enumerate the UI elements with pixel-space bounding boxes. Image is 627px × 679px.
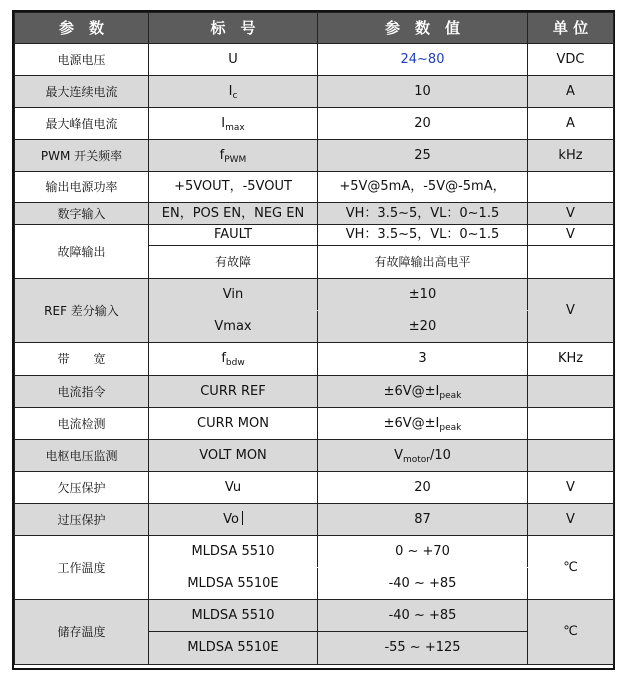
- symbol-cell: MLDSA 5510: [149, 536, 318, 568]
- header-value: 参 数 值: [318, 13, 528, 44]
- value-main: ±6V@±I: [383, 383, 440, 399]
- value-cell: 20: [318, 108, 528, 140]
- param-cell: 过压保护: [15, 504, 149, 536]
- table-row: [15, 536, 614, 568]
- header-param: 参 数: [15, 13, 149, 44]
- symbol-cell: [149, 504, 318, 536]
- symbol-sub: max: [225, 122, 245, 133]
- unit-cell: [528, 172, 614, 203]
- unit-cell: A: [528, 76, 614, 108]
- param-cell: 故障输出: [15, 225, 149, 279]
- header-row: [15, 13, 614, 44]
- table-row: [15, 343, 614, 376]
- value-cell: +5V@5mA，-5V@-5mA，: [318, 172, 528, 203]
- value-cell: 87: [318, 504, 528, 536]
- value-cell: [318, 408, 528, 440]
- unit-cell: [528, 440, 614, 472]
- unit-cell: kHz: [528, 140, 614, 172]
- value-sub: motor: [402, 454, 430, 465]
- table-row: [15, 172, 614, 203]
- value-cell: 25: [318, 140, 528, 172]
- value-cell: 0 ~ +70: [318, 536, 528, 568]
- param-cell: 带 宽: [15, 343, 149, 376]
- param-cell: 输出电源功率: [15, 172, 149, 203]
- unit-cell: A: [528, 108, 614, 140]
- param-cell: REF 差分输入: [15, 279, 149, 343]
- param-cell: 电流指令: [15, 376, 149, 408]
- unit-cell: [528, 408, 614, 440]
- unit-cell: V: [528, 504, 614, 536]
- symbol-cell: Vin: [149, 279, 318, 311]
- value-cell: [318, 440, 528, 472]
- value-sub: peak: [439, 390, 462, 401]
- table-row: [15, 504, 614, 536]
- spec-table: [14, 12, 614, 665]
- value-cell: -40 ~ +85: [318, 568, 528, 600]
- param-cell: 欠压保护: [15, 472, 149, 504]
- table-row: [15, 225, 614, 246]
- symbol-cell: Vu: [149, 472, 318, 504]
- value-cell: ±20: [318, 311, 528, 343]
- value-cell: 10: [318, 76, 528, 108]
- symbol-cell: FAULT: [149, 225, 318, 246]
- unit-cell: V: [528, 225, 614, 246]
- symbol-cell: MLDSA 5510: [149, 600, 318, 632]
- table-row: [15, 472, 614, 504]
- symbol-cell: [149, 343, 318, 376]
- table-row: [15, 203, 614, 225]
- param-cell: 数字输入: [15, 203, 149, 225]
- symbol-cell: EN，POS EN，NEG EN: [149, 203, 318, 225]
- param-cell: 工作温度: [15, 536, 149, 600]
- symbol-cell: [149, 108, 318, 140]
- symbol-cell: [149, 140, 318, 172]
- value-cell: [318, 376, 528, 408]
- unit-cell: ℃: [528, 600, 614, 665]
- unit-cell: V: [528, 279, 614, 343]
- symbol-main: I: [221, 115, 226, 131]
- symbol-cell: CURR MON: [149, 408, 318, 440]
- value-cell: 24~80: [318, 44, 528, 76]
- param-cell: PWM 开关频率: [15, 140, 149, 172]
- value-cell: 20: [318, 472, 528, 504]
- table-row: [15, 279, 614, 311]
- table-row: [15, 140, 614, 172]
- table-row: [15, 76, 614, 108]
- table-row: [15, 108, 614, 140]
- symbol-cell: [149, 76, 318, 108]
- unit-cell: KHz: [528, 343, 614, 376]
- value-tail: /10: [430, 447, 451, 463]
- param-cell: 电源电压: [15, 44, 149, 76]
- symbol-cell: Vmax: [149, 311, 318, 343]
- symbol-main: f: [221, 351, 226, 366]
- table-row: [15, 600, 614, 632]
- value-cell: -55 ~ +125: [318, 632, 528, 665]
- symbol-sub: bdw: [225, 358, 245, 368]
- symbol-cell: U: [149, 44, 318, 76]
- param-cell: 最大峰值电流: [15, 108, 149, 140]
- symbol-sub: PWM: [224, 154, 247, 165]
- unit-cell: V: [528, 203, 614, 225]
- value-cell: 3: [318, 343, 528, 376]
- table-row: [15, 440, 614, 472]
- unit-cell: [528, 246, 614, 279]
- text-cursor: [242, 511, 243, 525]
- symbol-cell: 有故障: [149, 246, 318, 279]
- value-cell: VH：3.5~5，VL：0~1.5: [318, 225, 528, 246]
- value-sub: peak: [439, 422, 462, 433]
- value-main: V: [394, 447, 403, 463]
- table-row: [15, 408, 614, 440]
- value-cell: VH：3.5~5，VL：0~1.5: [318, 203, 528, 225]
- param-cell: 电枢电压监测: [15, 440, 149, 472]
- symbol-text: Vo: [223, 512, 239, 527]
- value-cell: 有故障输出高电平: [318, 246, 528, 279]
- symbol-cell: VOLT MON: [149, 440, 318, 472]
- symbol-cell: +5VOUT，-5VOUT: [149, 172, 318, 203]
- symbol-main: I: [228, 83, 233, 99]
- unit-cell: V: [528, 472, 614, 504]
- param-cell: 电流检测: [15, 408, 149, 440]
- table-row: [15, 376, 614, 408]
- header-unit: 单 位: [528, 13, 614, 44]
- value-main: ±6V@±I: [383, 415, 440, 431]
- unit-cell: VDC: [528, 44, 614, 76]
- unit-cell: ℃: [528, 536, 614, 600]
- header-symbol: 标 号: [149, 13, 318, 44]
- param-cell: 最大连续电流: [15, 76, 149, 108]
- symbol-cell: MLDSA 5510E: [149, 632, 318, 665]
- symbol-cell: CURR REF: [149, 376, 318, 408]
- table-row: [15, 44, 614, 76]
- unit-cell: [528, 376, 614, 408]
- symbol-main: f: [219, 147, 225, 163]
- value-cell: -40 ~ +85: [318, 600, 528, 632]
- symbol-cell: MLDSA 5510E: [149, 568, 318, 600]
- symbol-sub: c: [232, 90, 238, 101]
- param-cell: 储存温度: [15, 600, 149, 665]
- value-cell: ±10: [318, 279, 528, 311]
